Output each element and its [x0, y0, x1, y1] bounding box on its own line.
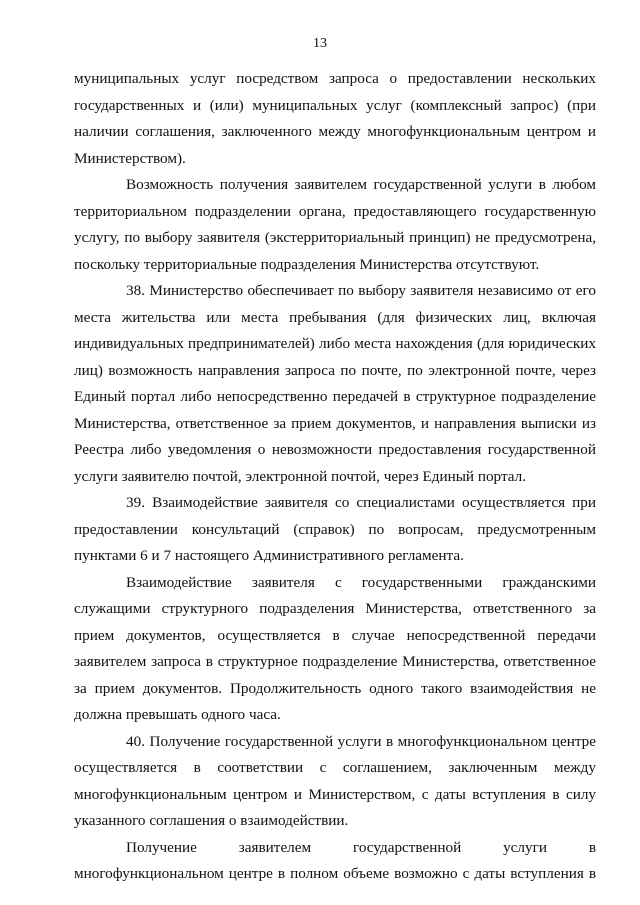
- paragraph-38: 38. Министерство обеспечивает по выбору заявителя независимо от его места жительства или места пребывания (для физических лиц, включая индивидуальных предпринимателей) либо места нахождения (для юридических лиц) возможность направления запроса по почте, по электронной почте, через Единый портал либо непосредственно передачей в структурное подразделение Министерства, ответственное за прием документов, и направления выписки из Реестра либо уведомления о невозможности предоставления государственной услуги заявителю почтой, электронной почтой, через Единый портал.: [74, 282, 596, 485]
- paragraph-interaction: Взаимодействие заявителя с государственными гражданскими служащими структурного подразделения Министерства, ответственного за прием документов, осуществляется в случае непосредственной передачи заявителем запроса в структурное подразделение Министерства, ответственное за прием документов. Продолжительность одного такого взаимодействия не должна превышать одного часа.: [74, 573, 596, 723]
- paragraph-39: 39. Взаимодействие заявителя со специалистами осуществляется при предоставлении консультаций (справок) по вопросам, предусмотренным пунктами 6 и 7 настоящего Административного регламента.: [74, 494, 596, 564]
- document-body: [74, 66, 596, 888]
- paragraph-mfc-receipt: Получение заявителем государственной услуги в многофункциональном центре в полном объеме возможно с даты вступления в: [74, 838, 596, 882]
- paragraph-40: 40. Получение государственной услуги в многофункциональном центре осуществляется в соответствии с соглашением, заключенным между многофункциональным центром и Министерством, с даты вступления в силу указанного соглашения о взаимодействии.: [74, 732, 596, 829]
- page-number: 13: [313, 36, 327, 51]
- paragraph-extraterritorial: Возможность получения заявителем государственной услуги в любом территориальном подразделении органа, предоставляющего государственную услугу, по выбору заявителя (экстерриториальный принцип) не предусмотрена, поскольку территориальные подразделения Министерства отсутствуют.: [74, 176, 596, 273]
- paragraph-continuation: муниципальных услуг посредством запроса о предоставлении нескольких государственных и (или) муниципальных услуг (комплексный запрос) (при наличии соглашения, заключенного между многофункциональным центром и Министерством).: [74, 70, 596, 167]
